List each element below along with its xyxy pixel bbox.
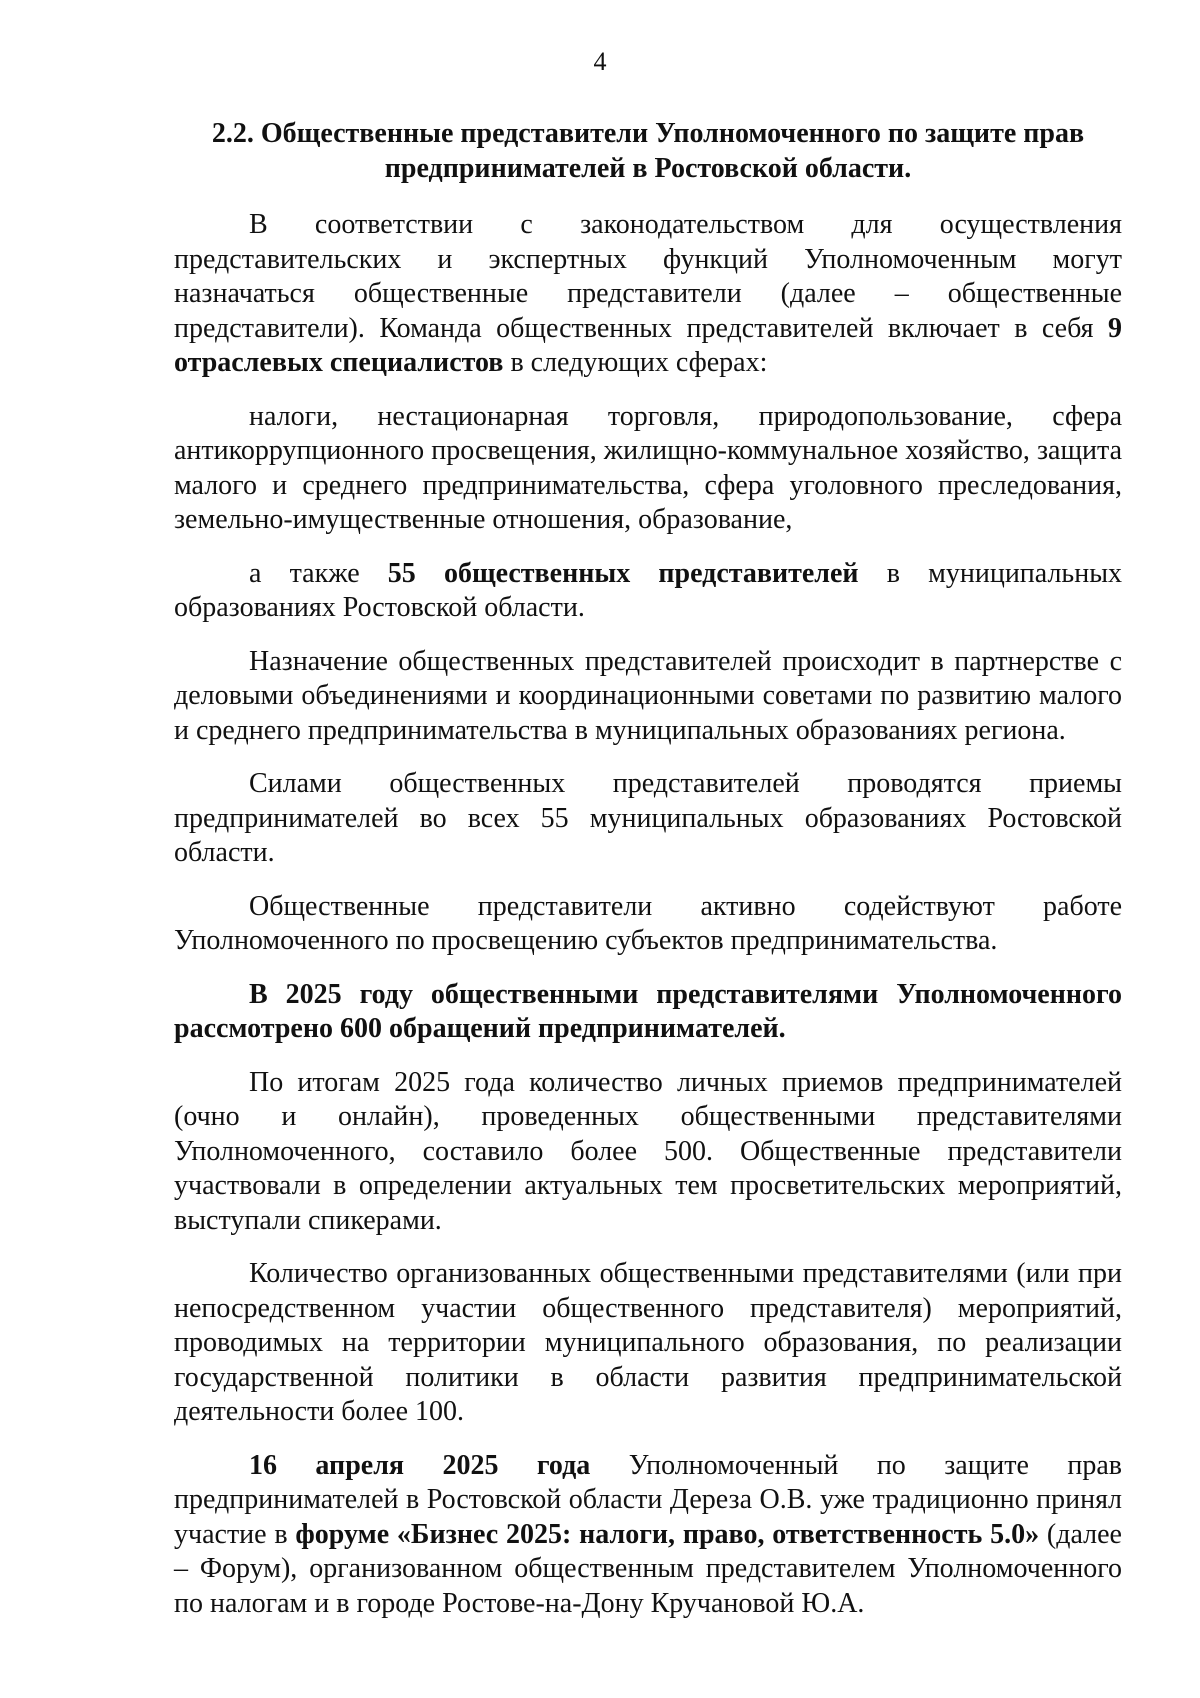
emphasis-forum-date: 16 апреля 2025 года (249, 1449, 591, 1481)
paragraph-appeals-summary (174, 978, 1122, 1047)
paragraph-education-support: Общественные представители активно содействуют работе Уполномоченного по просвещению субъектов предпринимательства. (174, 890, 1122, 956)
paragraph-spheres-list: налоги, нестационарная торговля, природопользование, сфера антикоррупционного просвещения, жилищно-коммунальное хозяйство, защита малого и среднего предпринимательства, сфера уголовного преследования, земельно-имущественные отношения, образование, (174, 400, 1122, 535)
paragraph-receptions: Силами общественных представителей проводятся приемы предпринимателей во всех 55 муниципальных образованиях Ростовской области. (174, 768, 1122, 868)
paragraph-appointment: Назначение общественных представителей происходит в партнерстве с деловыми объединениями и координационными советами по развитию малого и среднего предпринимательства в муниципальных образованиях региона. (174, 645, 1122, 746)
page-number: 4 (593, 47, 607, 76)
section-heading: 2.2. Общественные представители Уполномоченного по защите прав предпринимателей в Ростовской области. (211, 118, 1085, 184)
paragraph-municipal-representatives (174, 557, 1122, 626)
paragraph-events-count: Количество организованных общественными представителями (или при непосредственном участии общественного представителя) мероприятий, проводимых на территории муниципального образования, по реализации государственной политики в области развития предпринимательской деятельности более 100. (174, 1258, 1122, 1427)
paragraph-text: (далее – Форум), организованном общественным представителем Уполномоченного по налогам и в городе Ростове-на-Дону Кручановой Ю.А. (174, 1518, 1122, 1619)
emphasis-appeals-2025: В 2025 году общественными представителями Уполномоченного рассмотрено 600 обращений предпринимателей. (174, 978, 1122, 1044)
emphasis-forum-name: форуме «Бизнес 2025: налоги, право, ответственность 5.0» (295, 1518, 1040, 1550)
paragraph-text: а также (249, 557, 388, 589)
paragraph-representatives-intro (174, 208, 1122, 381)
paragraph-text: Уполномоченный по защите прав предпринимателей в Ростовской области Дереза О.В. уже традиционно принял участие в (174, 1449, 1122, 1550)
paragraph-text: в муниципальных образованиях Ростовской области. (174, 557, 1123, 623)
page-content (174, 116, 1122, 1621)
emphasis-industry-specialists: 9 отраслевых специалистов (174, 312, 1122, 378)
paragraph-forum (174, 1449, 1122, 1622)
paragraph-text: В соответствии с законодательством для осуществления представительских и экспертных функций Уполномоченным могут назначаться общественные представители (далее – общественные представители). Команда общественных представителей включает в себя (174, 209, 1122, 344)
emphasis-public-representatives-count: 55 общественных представителей (387, 557, 859, 589)
paragraph-text: в следующих сферах: (503, 347, 768, 378)
paragraph-results-2025: По итогам 2025 года количество личных приемов предпринимателей (очно и онлайн), проведенных общественными представителями Уполномоченного, составило более 500. Общественные представители участвовали в определении актуальных тем просветительских мероприятий, выступали спикерами. (174, 1066, 1122, 1236)
